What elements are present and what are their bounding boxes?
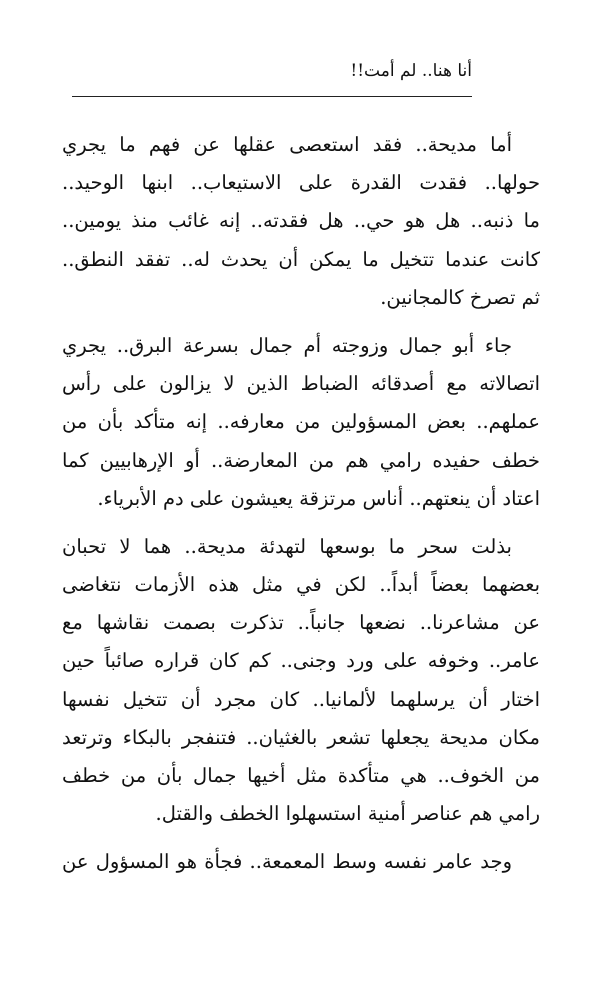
text-line: وجد عامر نفسه وسط المعمعة.. فجأة هو المسؤول عن xyxy=(62,850,512,874)
text-line: أما مديحة.. فقد استعصى عقلها عن فهم ما يجري xyxy=(62,133,512,156)
text-line: خطف حفيده رامي هم من المعارضة.. أو الإرهابيين كما xyxy=(62,448,540,472)
text-line: بعضهما بعضاً أبداً.. لكن في مثل هذه الأزمات نتغاضى xyxy=(62,573,540,597)
text-line: كانت عندما تتخيل ما يمكن أن يحدث له.. تفقد النطق.. xyxy=(62,247,540,271)
text-line: رامي هم عناصر أمنية استسهلوا الخطف والقتل. xyxy=(155,802,540,826)
text-line: عملهم.. بعض المسؤولين من معارفه.. إنه متأكد بأن من xyxy=(62,410,540,434)
text-line: عامر.. وخوفه على ورد وجنى.. كم كان قراره صائباً حين xyxy=(62,649,540,673)
paragraph-1 xyxy=(62,126,540,317)
paragraph-2 xyxy=(62,327,540,518)
text-line: مكان مديحة يجعلها تشعر بالغثيان.. فتنفجر بالبكاء وترتعد xyxy=(62,725,540,749)
paragraph-3 xyxy=(62,528,540,834)
text-line: اتصالاته مع أصدقائه الضباط الذين لا يزالون على رأس xyxy=(62,372,540,396)
paragraph-4 xyxy=(62,843,540,881)
text-line: ثم تصرخ كالمجانين. xyxy=(380,285,540,309)
text-line: من الخوف.. هي متأكدة مثل أخيها جمال بأن من خطف xyxy=(62,764,540,787)
running-header: أنا هنا.. لم أمت!! xyxy=(350,61,472,81)
text-line: بذلت سحر ما بوسعها لتهدئة مديحة.. هما لا تحبان xyxy=(62,534,512,558)
text-line: عن مشاعرنا.. نضعها جانباً.. تذكرت بصمت نقاشها مع xyxy=(62,611,540,635)
header-rule xyxy=(72,96,472,97)
text-line: اعتاد أن ينعتهم.. أناس مرتزقة يعيشون على دم الأبرياء. xyxy=(97,486,540,510)
text-line: ما ذنبه.. هل هو حي.. هل فقدته.. إنه غائب منذ يومين.. xyxy=(62,209,540,233)
text-line: اختار أن يرسلهما لألمانيا.. كان مجرد أن تتخيل نفسها xyxy=(62,687,540,711)
body-text xyxy=(62,126,540,892)
text-line: حولها.. فقدت القدرة على الاستيعاب.. ابنها الوحيد.. xyxy=(62,171,540,195)
text-line: جاء أبو جمال وزوجته أم جمال بسرعة البرق.. يجري xyxy=(62,333,512,357)
